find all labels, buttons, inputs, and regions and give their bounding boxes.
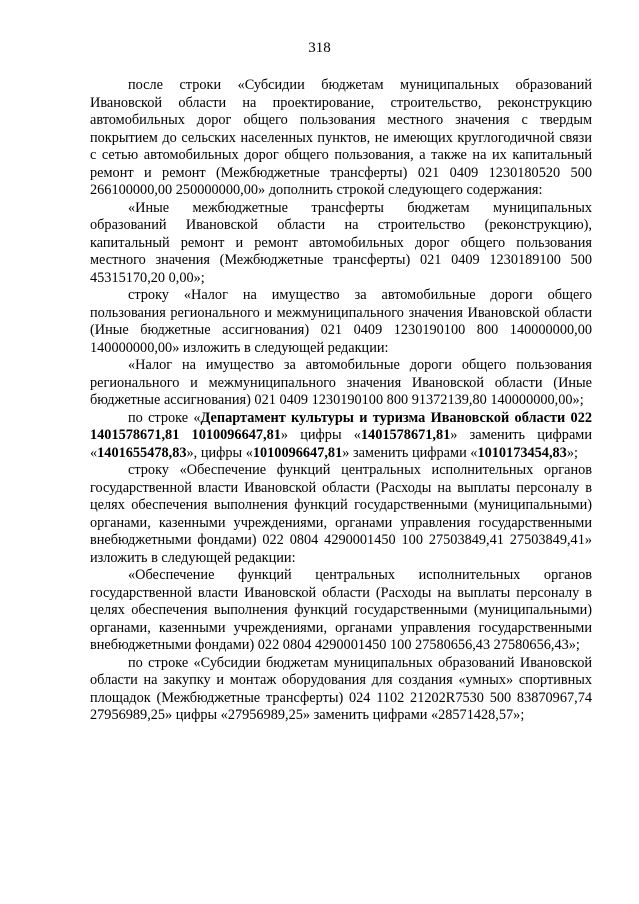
paragraph-text: » заменить цифрами «: [90, 427, 593, 461]
paragraph-text: строку «Налог на имущество за автомобильные дороги общего пользования регионального и межмуниципального значения Ивановской области (Иные бюджетные ассигнования) 021 0409 1230190100 800 140000000,00 140000000,00» изложить в следующей редакции:: [90, 287, 592, 356]
paragraph: [90, 410, 592, 463]
paragraph-text: «Налог на имущество за автомобильные дороги общего пользования регионального и межмуниципального значения Ивановской области (Иные бюджетные ассигнования) 021 0409 1230190100 800 91372139,80 140000000,00»;: [90, 357, 592, 408]
paragraph: [90, 462, 592, 567]
paragraph: [90, 200, 592, 288]
document-body: [90, 77, 592, 725]
paragraph-text: »;: [566, 444, 578, 461]
paragraph-text: », цифры «: [186, 444, 253, 461]
paragraph: [90, 567, 592, 655]
bold-text: 1010173454,83: [477, 444, 567, 461]
paragraph: [90, 287, 592, 357]
page-number: 318: [308, 40, 331, 56]
paragraph-text: по строке «: [128, 409, 201, 426]
paragraph-text: «Обеспечение функций центральных исполнительных органов государственной власти Ивановской области (Расходы на выплаты персоналу в целях обеспечения выполнения функций государственными (муниципальными) органами, казенными учреждениями, органами управления государственными внебюджетными фондами) 022 0804 4290001450 100 27580656,43 27580656,43»;: [90, 567, 592, 653]
paragraph: [90, 357, 592, 410]
paragraph-text: «Иные межбюджетные трансферты бюджетам муниципальных образований Ивановской области на строительство (реконструкцию), капитальный ремонт и ремонт автомобильных дорог общего пользования местного значения (Межбюджетные трансферты) 021 0409 1230189100 500 45315170,20 0,00»;: [90, 199, 592, 286]
bold-text: 1010096647,81: [252, 444, 343, 461]
bold-text: 1401655478,83: [97, 444, 187, 461]
paragraph-text: по строке «Субсидии бюджетам муниципальных образований Ивановской области на закупку и монтаж оборудования для создания «умных» спортивных площадок (Межбюджетные трансферты) 024 1102 21202R7530 500 83870967,74 27956989,25» цифры «27956989,25» заменить цифрами «28571428,57»;: [90, 654, 592, 723]
paragraph: [90, 77, 592, 200]
paragraph: [90, 655, 592, 725]
paragraph-text: » заменить цифрами «: [342, 444, 478, 461]
bold-text: 1401578671,81: [360, 427, 451, 443]
paragraph-text: после строки «Субсидии бюджетам муниципальных образований Ивановской области на проектирование, строительство, реконструкцию автомобильных дорог общего пользования местного значения с твердым покрытием до сельских населенных пунктов, не имеющих круглогодичной связи с сетью автомобильных дорог общего пользования, а также на их капитальный ремонт и ремонт (Межбюджетные трансферты) 021 0409 1230180520 500 266100000,00 250000000,00» дополнить строкой следующего содержания:: [90, 77, 592, 198]
bold-text: Департамент культуры и туризма Ивановской области 022 1401578671,81 1010096647,81: [90, 409, 592, 443]
paragraph-text: строку «Обеспечение функций центральных исполнительных органов государственной власти Ивановской области (Расходы на выплаты персоналу в целях обеспечения выполнения функций государственными (муниципальными) органами, казенными учреждениями, органами управления государственными внебюджетными фондами) 022 0804 4290001450 100 27503849,41 27503849,41» изложить в следующей редакции:: [90, 462, 592, 566]
paragraph-text: » цифры «: [280, 427, 361, 443]
